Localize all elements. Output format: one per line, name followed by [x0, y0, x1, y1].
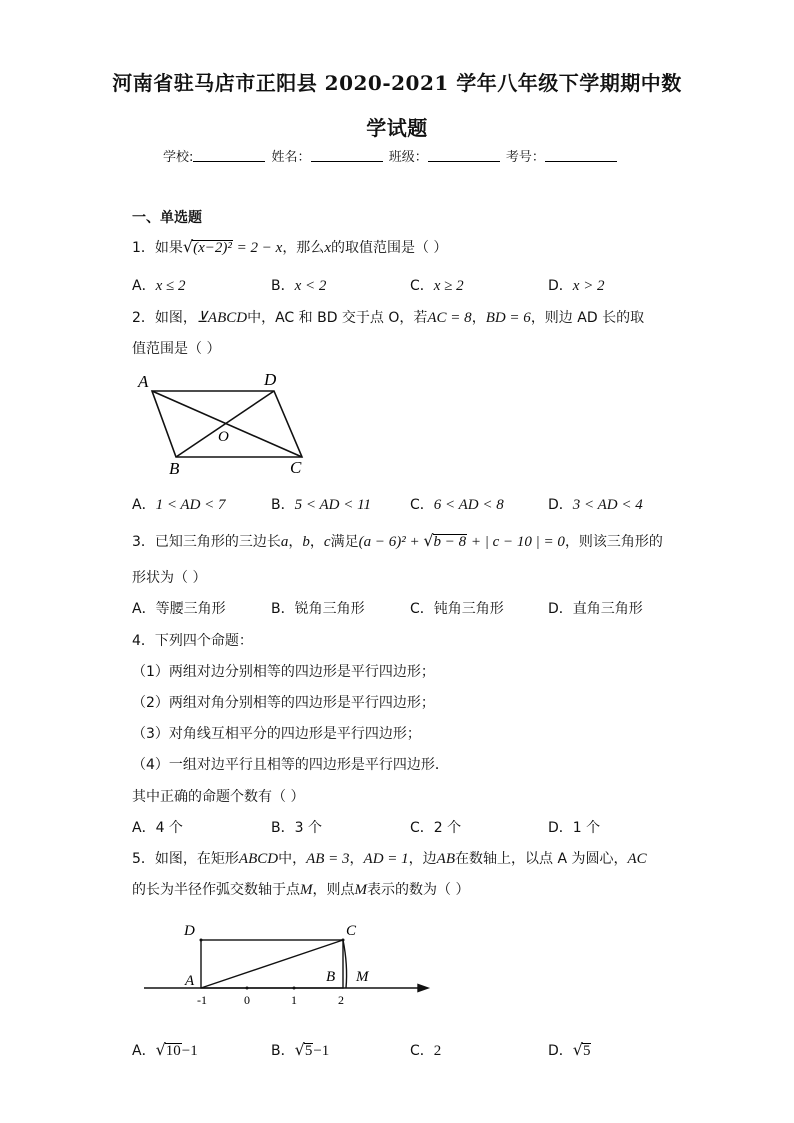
q4-item-4: （4）一组对边平行且相等的四边形是平行四边形． [132, 757, 449, 773]
q4-item-2: （2）两组对角分别相等的四边形是平行四边形； [132, 695, 435, 711]
q1-option-c[interactable]: C．x ≥ 2 [410, 278, 464, 294]
student-info-row [163, 146, 619, 165]
school-blank[interactable] [193, 149, 265, 162]
q5-option-d[interactable]: D．√5 [548, 1040, 591, 1059]
q3-option-d[interactable]: D．直角三角形 [548, 601, 643, 617]
q4-stem: 4．下列四个命题： [132, 633, 253, 649]
page-title-line1: 河南省驻马店市正阳县 2020-2021 学年八年级下学期期中数 [112, 71, 682, 95]
q5-option-b[interactable]: B．√5−1 [271, 1040, 330, 1059]
name-blank[interactable] [311, 149, 383, 162]
q4-option-d[interactable]: D．1 个 [548, 820, 601, 836]
q5-stem-line1: 5．如图，在矩形ABCD中，AB = 3，AD = 1，边AB在数轴上，以点 A 为圆心，AC [132, 851, 647, 867]
page-title-line2: 学试题 [366, 116, 428, 140]
q4-item-1: （1）两组对边分别相等的四边形是平行四边形； [132, 664, 435, 680]
q4-option-b[interactable]: B．3 个 [271, 820, 322, 836]
q3-stem-line2: 形状为（ ） [132, 570, 207, 586]
q2-stem-line2: 值范围是（ ） [132, 341, 221, 357]
tick-label-2: 2 [338, 993, 344, 1007]
label-o: O [218, 429, 229, 445]
sqrt-icon: √ [423, 531, 434, 550]
sqrt-icon: √ [182, 237, 194, 256]
label-c: C [346, 923, 357, 939]
diagonal-ac [152, 391, 302, 457]
q3-stem-line1: 3．已知三角形的三边长a，b，c满足(a − 6)² + √b − 8 + | c − 10 | = 0，则该三角形的 [132, 531, 663, 550]
q3-option-a[interactable]: A．等腰三角形 [132, 601, 226, 617]
q2-option-b[interactable]: B．5 < AD < 11 [271, 497, 371, 513]
label-d: D [184, 923, 195, 939]
section-title: 一、单选题 [132, 210, 202, 226]
q5-stem-line2: 的长为半径作弧交数轴于点M，则点M表示的数为（ ） [132, 882, 470, 898]
sqrt-icon: √ [294, 1040, 305, 1059]
school-label: 学校: [163, 150, 194, 165]
q4-option-c[interactable]: C．2 个 [410, 820, 462, 836]
tick-label-neg1: -1 [197, 993, 207, 1007]
diagonal-ac [201, 940, 343, 988]
name-label: 姓名： [271, 150, 311, 165]
q4-question: 其中正确的命题个数有（ ） [132, 789, 305, 805]
number-label: 考号： [505, 150, 545, 165]
tick-label-1: 1 [291, 993, 297, 1007]
label-c: C [290, 458, 302, 477]
q5-option-a[interactable]: A．√10−1 [132, 1040, 198, 1059]
label-b: B [169, 459, 180, 478]
class-label: 班级： [388, 150, 428, 165]
q1-option-b[interactable]: B．x < 2 [271, 278, 327, 294]
label-d: D [264, 370, 277, 389]
sqrt-icon: √ [572, 1040, 583, 1059]
class-blank[interactable] [428, 149, 500, 162]
q5-option-c[interactable]: C．2 [410, 1043, 442, 1059]
number-blank[interactable] [545, 149, 617, 162]
axis-arrow-icon [418, 985, 428, 992]
sqrt-icon: √ [155, 1040, 166, 1059]
q1-option-a[interactable]: A．x ≤ 2 [132, 278, 186, 294]
label-b: B [326, 969, 336, 985]
q2-stem-line1: 2．如图，⊻ABCD中，AC 和 BD 交于点 O，若AC = 8，BD = 6，则边 AD 长的取 [132, 310, 645, 326]
q2-option-a[interactable]: A．1 < AD < 7 [132, 497, 226, 513]
q3-option-c[interactable]: C．钝角三角形 [410, 601, 504, 617]
q5-number-line-figure [140, 915, 440, 1010]
tick-label-0: 0 [244, 993, 250, 1007]
q1-stem: 1．如果√(x−2)² = 2 − x，那么x的取值范围是（ ） [132, 237, 448, 256]
q1-option-d[interactable]: D．x > 2 [548, 278, 605, 294]
q2-parallelogram-figure [132, 365, 322, 480]
label-a: A [185, 973, 195, 989]
label-a: A [138, 372, 149, 391]
q2-option-d[interactable]: D．3 < AD < 4 [548, 497, 643, 513]
q4-option-a[interactable]: A．4 个 [132, 820, 183, 836]
diagonal-bd [176, 391, 274, 457]
q2-option-c[interactable]: C．6 < AD < 8 [410, 497, 504, 513]
label-m: M [356, 969, 369, 985]
q3-option-b[interactable]: B．锐角三角形 [271, 601, 365, 617]
q4-item-3: （3）对角线互相平分的四边形是平行四边形； [132, 726, 421, 742]
